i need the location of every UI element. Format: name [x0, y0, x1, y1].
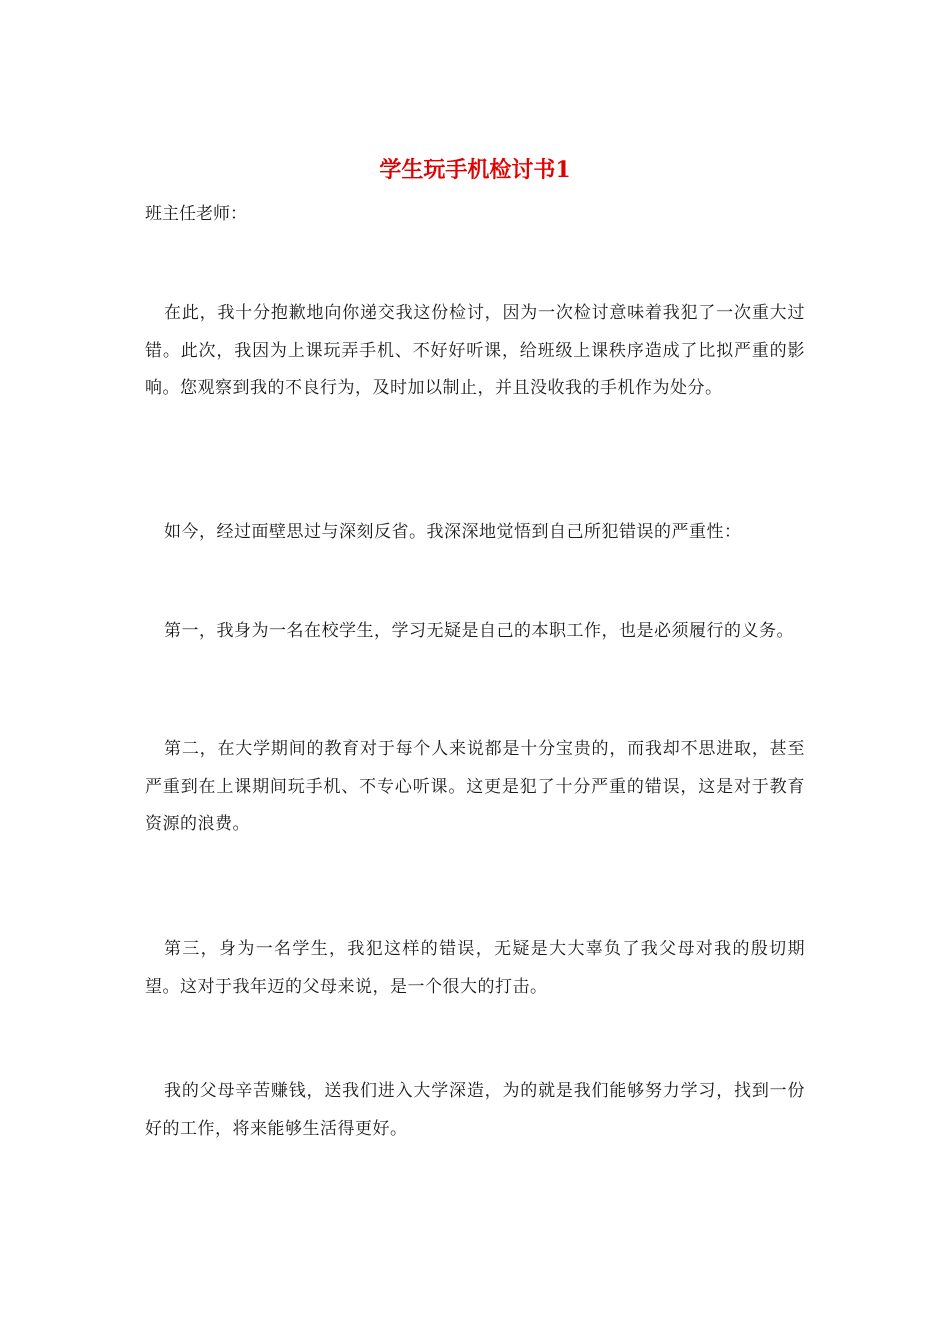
paragraph-apology: 在此，我十分抱歉地向你递交我这份检讨，因为一次检讨意味着我犯了一次重大过错。此次，我因为上课玩弄手机、不好好听课，给班级上课秩序造成了比拟严重的影响。您观察到我的不良行为，及时加以制止，并且没收我的手机作为处分。	[145, 303, 805, 398]
paragraph-reflection: 如今，经过面壁思过与深刻反省。我深深地觉悟到自己所犯错误的严重性：	[164, 522, 742, 542]
paragraph-parents: 我的父母辛苦赚钱，送我们进入大学深造，为的就是我们能够努力学习，找到一份好的工作，将来能够生活得更好。	[145, 1081, 805, 1139]
paragraph-point-three: 第三，身为一名学生，我犯这样的错误，无疑是大大辜负了我父母对我的殷切期望。这对于我年迈的父母来说，是一个很大的打击。	[145, 939, 805, 997]
salutation: 班主任老师：	[145, 204, 247, 224]
paragraph-point-two: 第二，在大学期间的教育对于每个人来说都是十分宝贵的，而我却不思进取，甚至严重到在上课期间玩手机、不专心听课。这更是犯了十分严重的错误，这是对于教育资源的浪费。	[145, 739, 805, 834]
paragraph-point-one: 第一，我身为一名在校学生，学习无疑是自己的本职工作，也是必须履行的义务。	[164, 621, 794, 641]
document-title: 学生玩手机检讨书1	[379, 157, 571, 183]
